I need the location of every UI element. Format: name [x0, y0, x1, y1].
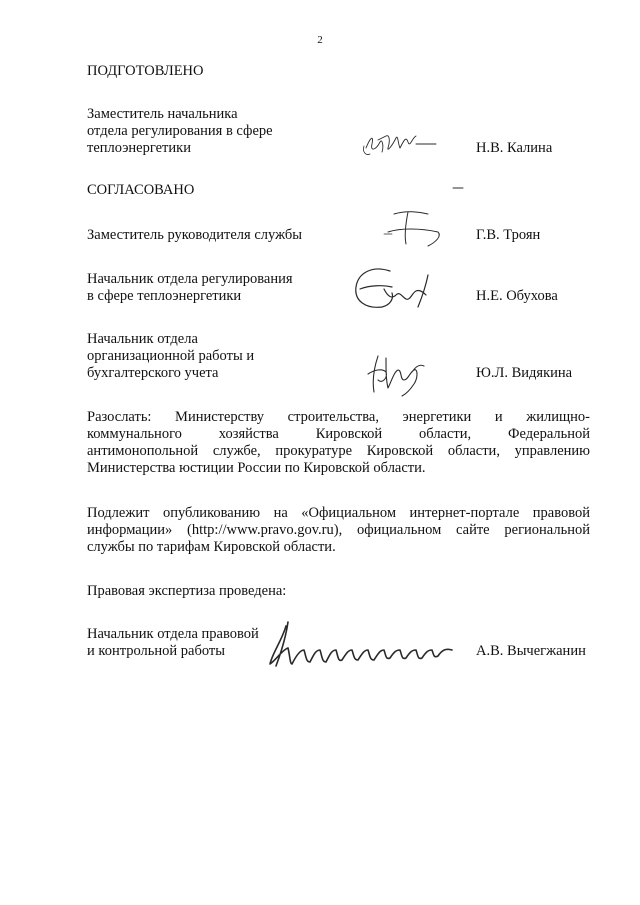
agreed-signer-3-name: Ю.Л. Видякина [476, 365, 573, 381]
position-line: в сфере теплоэнергетики [87, 288, 242, 304]
prepared-signer-name: Н.В. Калина [476, 140, 553, 156]
position-line: бухгалтерского учета [87, 365, 219, 381]
prepared-signer-position [87, 106, 273, 157]
agreed-signer-2-name: Н.Е. Обухова [476, 288, 558, 304]
paragraph-line: информации» (http://www.pravo.gov.ru), официальном сайте региональной [87, 522, 590, 538]
position-line: организационной работы и [87, 348, 255, 364]
agreed-signer-2-position [87, 271, 293, 305]
position-line: и контрольной работы [87, 643, 225, 659]
position-line: теплоэнергетики [87, 140, 191, 156]
small-mark [452, 186, 464, 190]
agreed-heading: СОГЛАСОВАНО [87, 182, 195, 198]
paragraph-line: Разослать: Министерству строительства, энергетики и жилищно- [87, 409, 590, 425]
signature-troyan [380, 206, 446, 254]
paragraph-line: антимонопольной службе, прокуратуре Кировской области, управлению [87, 443, 590, 459]
signature-vidyakina [364, 350, 430, 398]
position-line: Начальник отдела [87, 331, 198, 347]
paragraph-line: службы по тарифам Кировской области. [87, 539, 336, 555]
legal-signer-position [87, 626, 259, 660]
paragraph-line: Министерства юстиции России по Кировской области. [87, 460, 426, 476]
prepared-heading: ПОДГОТОВЛЕНО [87, 63, 204, 79]
agreed-signer-1-name: Г.В. Троян [476, 227, 541, 243]
position-line: Заместитель руководителя службы [87, 227, 303, 243]
distribution-paragraph [87, 409, 590, 477]
position-line: отдела регулирования в сфере [87, 123, 273, 139]
signature-vychegzhanin [266, 620, 462, 672]
position-line: Начальник отдела правовой [87, 626, 259, 642]
signature-kalina [360, 126, 440, 162]
position-line: Начальник отдела регулирования [87, 271, 293, 287]
publication-paragraph [87, 505, 590, 556]
position-line: Заместитель начальника [87, 106, 238, 122]
signature-obukhova [350, 263, 444, 313]
page-number: 2 [317, 34, 323, 46]
agreed-signer-1-position [87, 227, 302, 244]
paragraph-line: коммунального хозяйства Кировской области, Федеральной [87, 426, 590, 442]
agreed-signer-3-position [87, 331, 254, 382]
paragraph-line: Подлежит опубликованию на «Официальном интернет-портале правовой [87, 505, 590, 521]
legal-signer-name: А.В. Вычегжанин [476, 643, 586, 659]
legal-review-text: Правовая экспертиза проведена: [87, 583, 287, 599]
